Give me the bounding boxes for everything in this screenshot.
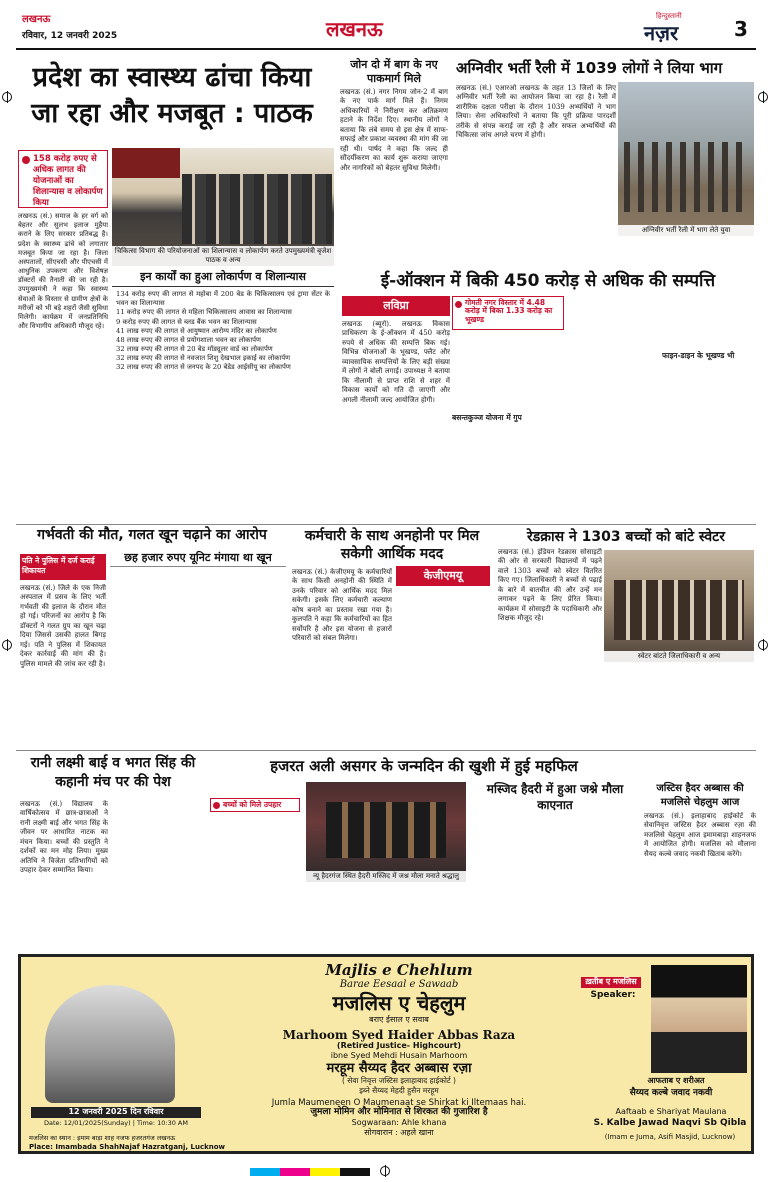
box-item: 32 लाख रुपए की लागत से जनपद के 20 बेडेड आईसीयू का लोकार्पण	[116, 363, 291, 372]
speaker-name-hi: सैय्यद कल्बे जवाद नकवी	[629, 1088, 713, 1098]
ad-sogwaran: Sogwaraan: Ahle khana	[351, 1118, 447, 1128]
redcross-body-2	[604, 666, 754, 746]
ad-sogwaran-hi: सोगवारान : अहले खाना	[364, 1128, 434, 1138]
box-item: 9 करोड़ रुपए की लागत से ब्लड बैंक भवन का शिलान्यास	[116, 317, 257, 326]
ad-name: Marhoom Syed Haider Abbas Raza	[282, 1028, 516, 1042]
kgmu-headline: कर्मचारी के साथ अनहोनी पर मिल सकेगी आर्थिक मदद	[304, 528, 480, 562]
ad-urdu2: बराए ईसाल ए सवाब	[369, 1015, 429, 1024]
lead-box-list	[116, 290, 330, 516]
hazrat-headline: हजरत अली असगर के जन्मदिन की खुशी में हुई महफिल	[270, 757, 578, 775]
box-item: 134 करोड़ रुपए की लागत से महोबा में 200 बेड के चिकित्सालय एवं ट्रामा सेंटर के भवन का शिलान्यास	[116, 290, 330, 308]
agniveer-photo-caption: अग्निवीर भर्ती रैली में भाग लेते युवा	[618, 225, 754, 236]
hazrat-photo	[306, 782, 466, 882]
section-title: लखनऊ	[326, 17, 383, 41]
registration-mark-icon	[380, 1166, 390, 1176]
ad-center	[209, 961, 589, 1153]
ad-date-hi: 12 जनवरी 2025 दिन रविवार	[31, 1107, 201, 1118]
ad-line2: Barae Eesaal e Sawaab	[339, 979, 459, 990]
rani-sub	[210, 798, 300, 812]
eauction-body-2	[452, 334, 564, 520]
lead-box-title: इन कार्यों का हुआ लोकार्पण व शिलान्यास	[112, 268, 334, 287]
masthead-divider	[16, 48, 756, 50]
ad-line1: Majlis e Chehlum	[325, 961, 473, 979]
ad-hindi-name2: ( सेवा निवृत्त जस्टिस इलाहाबाद हाईकोर्ट )	[341, 1076, 456, 1086]
registration-mark-icon	[2, 640, 12, 650]
rani-headline: रानी लक्ष्मी बाई व भगत सिंह की कहानी मंच पर की पेश	[30, 755, 196, 790]
justice-body: लखनऊ (सं.) इलाहाबाद हाईकोर्ट के सेवानिवृत्त जस्टिस हैदर अब्बास रज़ा की मजलिसे चेहलुम आज इमामबाड़ा शाहनजफ में आयोजित होगी। मजलिस को मौलाना सैयद कल्बे जवाद नकवी खिताब करेंगे।	[644, 812, 756, 858]
children-silhouettes	[614, 580, 744, 640]
rani-body-3	[210, 816, 300, 950]
mid-body: लखनऊ (सं.) नगर निगम जोन-2 में बाग के नए पार्क मार्ग मिले हैं। निगम अधिकारियों ने निरीक्षण कर अतिक्रमण हटाने के निर्देश दिए। स्थानीय लोगों ने बताया कि लंबे समय से इस क्षेत्र में साफ-सफाई और प्रकाश व्यवस्था की मांग की जा रही थी। पार्षद ने कहा कि जल्द ही सौंदर्यीकरण का कार्य शुरू कराया जाएगा और नागरिकों को बेहतर सुविधा मिलेगी।	[340, 88, 448, 172]
ad-hindi-name3: इब्ने सैय्यद मेहदी हुसैन मरहूम	[359, 1086, 439, 1096]
eauction-tag: लविप्रा	[342, 296, 450, 316]
redcross-body: लखनऊ (सं.) इंडियन रेडक्रास सोसाइटी की ओर से सरकारी विद्यालयों में पढ़ने वाले 1303 बच्चों को स्वेटर वितरित किए गए। जिलाधिकारी ने बच्चों से पढ़ाई के बारे में बातचीत की और उन्हें मन लगाकर पढ़ने के लिए प्रेरित किया। कार्यक्रम में सोसाइटी के पदाधिकारी और शिक्षक मौजूद रहे।	[498, 548, 602, 623]
box-item: 41 लाख रुपए की लागत से आयुष्मान आरोग्य मंदिर का लोकार्पण	[116, 326, 277, 335]
masthead-date: रविवार, 12 जनवरी 2025	[22, 31, 118, 41]
lead-kicker-text: 158 करोड़ रुपए से अधिक लागत की योजनाओं का शिलान्यास व लोकार्पण किया	[33, 154, 103, 209]
brand-small: हिन्दुस्तानी	[656, 12, 682, 20]
agniveer-body: लखनऊ (सं.) एआरओ लखनऊ के तहत 13 जिलों के लिए अग्निवीर भर्ती रैली का आयोजन किया जा रहा है। रैली में शारीरिक दक्षता परीक्षा के दौरान 1039 अभ्यर्थियों ने भाग लिया। सेना अधिकारियों ने बताया कि पूरी प्रक्रिया पारदर्शी तरीके से संपन्न कराई जा रही है और सफल अभ्यर्थियों की चिकित्सा जांच अगले चरण में होगी।	[456, 84, 616, 140]
eauction-subhead-3: फाइन-डाइन के भूखण्ड भी	[662, 351, 735, 360]
ad-name2: (Retired Justice- Highcourt)	[336, 1041, 462, 1051]
pregnant-body: लखनऊ (सं.) जिले के एक निजी अस्पताल में प्रसव के लिए भर्ती गर्भवती की इलाज के दौरान मौत हो गई। परिजनों का आरोप है कि डॉक्टरों ने गलत ग्रुप का खून चढ़ा दिया जिससे उसकी हालत बिगड़ गई। पति ने पुलिस में शिकायत देकर कार्रवाई की मांग की है। पुलिस मामले की जांच कर रही है।	[20, 584, 106, 668]
pregnant-headline: गर्भवती की मौत, गलत खून चढ़ाने का आरोप	[37, 527, 267, 543]
speaker-portrait	[651, 965, 747, 1073]
ad-date-en: Date: 12/01/2025(Sunday) | Time: 10:30 AM	[44, 1119, 188, 1127]
redcross-photo	[604, 550, 754, 662]
eauction-subhead-text: गोमती नगर विस्तार में 4.48 करोड़ में बिका 1.33 करोड़ का भूखण्ड	[465, 298, 553, 324]
eauction-body-3	[568, 296, 658, 520]
people-silhouettes	[182, 174, 332, 244]
rani-sub-text: बच्चों को मिले उपहार	[223, 800, 282, 809]
pregnant-sub: छह हजार रुपए यूनिट मंगाया था खून	[110, 552, 286, 567]
rani-body-2	[112, 800, 206, 950]
redcross-photo-caption: स्वेटर बांटते जिलाधिकारी व अन्य	[604, 651, 754, 662]
registration-mark-icon	[758, 92, 768, 102]
lead-headline: प्रदेश का स्वास्थ्य ढांचा किया जा रहा और मजबूत : पाठक	[31, 62, 313, 130]
youths-silhouettes	[624, 142, 748, 212]
redcross-headline: रेडक्रास ने 1303 बच्चों को बांटे स्वेटर	[527, 529, 725, 545]
registration-mark-icon	[2, 92, 12, 102]
eauction-body-4	[662, 296, 754, 520]
speaker-name-en: S. Kalbe Jawad Naqvi Sb Qibla	[593, 1118, 747, 1128]
agniveer-photo	[618, 82, 754, 236]
masthead	[16, 12, 756, 46]
ad-urdu1: मजलिस ए चेहलुम	[332, 991, 466, 1015]
registration-mark-icon	[758, 640, 768, 650]
rani-body: लखनऊ (सं.) विद्यालय के वार्षिकोत्सव में छात्र-छात्राओं ने रानी लक्ष्मी बाई और भगत सिंह के जीवन पर आधारित नाटक का मंचन किया। बच्चों की प्रस्तुति ने दर्शकों का मन मोह लिया। मुख्य अतिथि ने विजेता प्रतिभागियों को उपहार देकर सम्मानित किया।	[20, 800, 108, 875]
lead-photo	[112, 148, 334, 266]
eauction-subhead-2: बसन्तकुञ्ज योजना में गुप	[452, 413, 522, 422]
box-item: 11 करोड़ रुपए की लागत से महिला चिकित्सालय आवास का शिलान्यास	[116, 308, 292, 317]
speaker-role-en: (Imam e Juma, Asifi Masjid, Lucknow)	[604, 1133, 736, 1141]
kgmu-tag: केजीएमयू	[396, 566, 490, 586]
ad-place-en: Place: Imambada ShahNajaf Hazratganj, Lucknow	[29, 1143, 226, 1151]
brand-logo: नज़र	[644, 21, 679, 45]
masthead-city: लखनऊ	[22, 14, 51, 25]
ad-name3: ibne Syed Mehdi Husain Marhoom	[330, 1050, 468, 1060]
chehlum-ad	[18, 954, 754, 1154]
ad-portrait	[45, 985, 175, 1103]
bullet-icon	[455, 301, 462, 308]
lead-projects-box	[112, 268, 334, 522]
box-item: 48 लाख रुपए की लागत से प्रयोगशाला भवन का लोकार्पण	[116, 335, 261, 344]
color-bar	[250, 1168, 370, 1176]
stage-silhouettes	[326, 802, 446, 858]
speaker-title-en: Aaftaab e Shariyat Maulana	[615, 1107, 727, 1116]
lead-kicker	[18, 150, 108, 208]
bullet-icon	[213, 802, 220, 809]
box-item: 32 लाख रुपए की लागत से 20 बेड मॉड्यूलर वार्ड का लोकार्पण	[116, 345, 273, 354]
pregnant-kicker: पति ने पुलिस में दर्ज कराई शिकायत	[20, 554, 106, 580]
ad-appeal-hi: जुमला मोमिन और मोमिनात से शिरकत की गुजारिश है	[310, 1107, 488, 1118]
ad-place-hi: मजलिस का स्थान : इमाम बाड़ा शाह नजफ हजरतगंज लखनऊ	[29, 1134, 176, 1142]
ad-hindi-name: मरहूम सैय्यद हैदर अब्बास रज़ा	[326, 1060, 472, 1076]
kgmu-body: लखनऊ (सं.) केजीएमयू के कर्मचारियों के साथ किसी अनहोनी की स्थिति में उनके परिवार को आर्थिक मदद मिल सकेगी। इसके लिए कर्मचारी कल्याण कोष बनाने का प्रस्ताव रखा गया है। कुलपति ने कहा कि कर्मचारियों का हित सर्वोपरि है और इस योजना से हजारों परिवारों को संबल मिलेगा।	[292, 568, 392, 643]
kgmu-body-2	[396, 590, 490, 746]
banner-in-photo	[112, 148, 180, 178]
ad-speaker-tag: ख़तीब ए मजलिस	[581, 977, 641, 988]
agniveer-headline: अग्निवीर भर्ती रैली में 1039 लोगों ने लिया भाग	[456, 59, 723, 77]
lead-photo-caption: चिकित्सा विभाग की परियोजनाओं का शिलान्यास व लोकार्पण करते उपमुख्यमंत्री बृजेश पाठक व अन्य	[112, 246, 334, 266]
ad-speaker-tag-en: Speaker:	[590, 990, 636, 1000]
mid-headline: जोन दो में बाग के नए पाकमार्ग मिले	[350, 58, 438, 85]
ad-appeal: Jumla Maumeneen O Maumenaat se Shirkat ki Iltemaas hai.	[271, 1098, 527, 1109]
eauction-subhead	[452, 296, 564, 330]
box-item: 32 लाख रुपए की लागत से नवजात शिशु देखभाल इकाई का लोकार्पण	[116, 354, 290, 363]
eauction-headline: ई-ऑक्शन में बिकी 450 करोड़ से अधिक की सम्पत्ति	[380, 271, 716, 291]
hazrat-body-2	[306, 886, 466, 950]
hazrat-photo-caption: न्यू हैदरगंज स्थित हैदरी मस्जिद में जश्न मौला मनाते श्रद्धालु	[306, 871, 466, 882]
divider	[16, 750, 756, 751]
lead-body: लखनऊ (सं.) समाज के हर वर्ग को बेहतर और सुलभ इलाज मुहैया कराने के लिए सरकार प्रतिबद्ध है। प्रदेश के स्वास्थ्य ढांचे को लगातार मजबूत किया जा रहा है। जिला अस्पतालों, सीएचसी और पीएचसी में आधुनिक उपकरण और विशेषज्ञ डॉक्टरों की तैनाती की जा रही है। उपमुख्यमंत्री ने कहा कि स्वास्थ्य सेवाओं के विस्तार से ग्रामीण क्षेत्रों के मरीजों को भी बड़े शहरों जैसी सुविधा मिलेगी। कार्यक्रम में जनप्रतिनिधि और विभागीय अधिकारी मौजूद रहे।	[18, 212, 108, 331]
pregnant-body-2	[110, 570, 286, 746]
masjid-body	[470, 818, 640, 950]
eauction-body: लखनऊ (ब्यूरो). लखनऊ विकास प्राधिकरण के ई-ऑक्शन में 450 करोड़ रुपये से अधिक की सम्पत्ति बिक गई। विभिन्न योजनाओं के भूखण्ड, फ्लैट और व्यावसायिक सम्पत्तियों के लिए बड़ी संख्या में लोगों ने बोली लगाई। उपाध्यक्ष ने बताया कि नीलामी से प्राप्त राशि से शहर में विकास कार्यों को गति दी जाएगी और अगली नीलामी जल्द आयोजित होगी।	[342, 320, 450, 404]
page-number: 3	[734, 17, 748, 41]
speaker-title-hi: आफताब ए शरीअत	[647, 1076, 705, 1085]
masjid-headline: मस्जिद हैदरी में हुआ जश्ने मौला काएनात	[486, 782, 624, 812]
divider	[16, 524, 756, 525]
bullet-icon	[22, 156, 30, 164]
justice-headline: जस्टिस हैदर अब्बास की मजलिसे चेहलुम आज	[656, 783, 744, 808]
